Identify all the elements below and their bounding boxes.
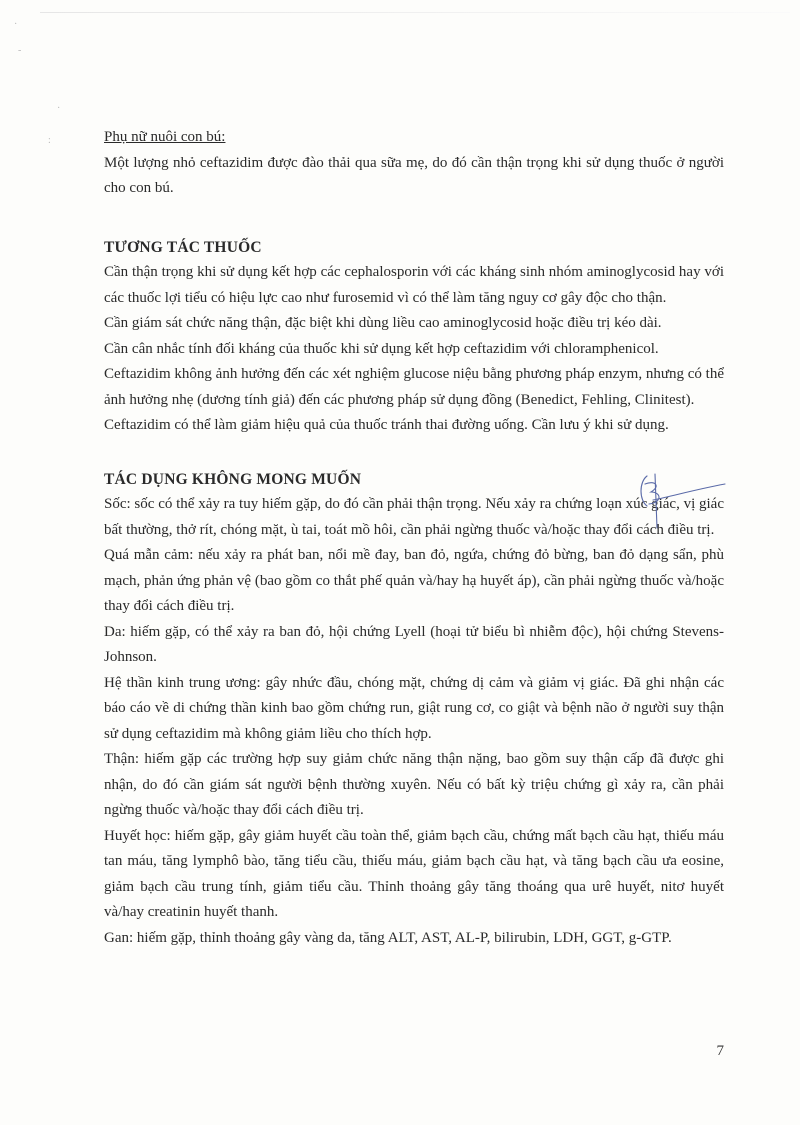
signature-mark (633, 470, 733, 530)
adverse-paragraph: Huyết học: hiếm gặp, gây giảm huyết cầu toàn thể, giảm bạch cầu, chứng mất bạch cầu hạt, thiếu máu tan máu, tăng lymphô bào, tăng tiểu cầu, thiếu máu, giảm bạch cầu hạt, và tăng bạch cầu ưa eosine, giảm bạch cầu trung tính, giảm tiểu cầu. Thỉnh thoảng gây tăng thoáng qua urê huyết, nitơ huyết và/hay creatinin huyết thanh. (104, 827, 724, 920)
breastfeeding-text: Một lượng nhỏ ceftazidim được đào thải qua sữa mẹ, do đó cần thận trọng khi sử dụng thuốc ở người cho con bú. (104, 154, 724, 196)
scan-speck: · (14, 19, 18, 30)
scan-edge-line (40, 12, 790, 13)
document-body (104, 125, 724, 951)
scan-speck: · (57, 103, 61, 114)
interactions-paragraph: Ceftazidim có thể làm giảm hiệu quả của thuốc tránh thai đường uống. Cần lưu ý khi sử dụng. (104, 417, 669, 433)
adverse-paragraph: Sốc: sốc có thể xảy ra tuy hiếm gặp, do đó cần phải thận trọng. Nếu xảy ra chứng loạn xúc giác, vị giác bất thường, thở rít, chóng mặt, ù tai, toát mồ hôi, cần phải ngừng thuốc và/hoặc thay đổi cách điều trị. (104, 496, 724, 538)
adverse-paragraph: Thận: hiếm gặp các trường hợp suy giảm chức năng thận nặng, bao gồm suy thận cấp đã được ghi nhận, do đó cần giám sát người bệnh thường xuyên. Nếu có bất kỳ triệu chứng gì xảy ra, cần phải ngừng thuốc và/hoặc thay đổi cách điều trị. (104, 751, 724, 818)
interactions-heading: TƯƠNG TÁC THUỐC (104, 238, 262, 256)
page-number: 7 (716, 1043, 724, 1059)
adverse-paragraph: Gan: hiếm gặp, thỉnh thoảng gây vàng da, tăng ALT, AST, AL-P, bilirubin, LDH, GGT, g-GTP. (104, 929, 672, 946)
interactions-paragraph: Cần giám sát chức năng thận, đặc biệt khi dùng liều cao aminoglycosid hoặc điều trị kéo dài. (104, 315, 662, 331)
breastfeeding-heading: Phụ nữ nuôi con bú: (104, 129, 226, 145)
interactions-paragraph: Ceftazidim không ảnh hưởng đến các xét nghiệm glucose niệu bằng phương pháp enzym, nhưng có thể ảnh hưởng nhẹ (dương tính giả) đến các phương pháp sử dụng đồng (Benedict, Fehling, Clinitest). (104, 366, 724, 408)
scan-speck: - (18, 45, 22, 56)
interactions-paragraph: Cần cân nhắc tính đối kháng của thuốc khi sử dụng kết hợp ceftazidim với chloramphenicol. (104, 340, 659, 357)
adverse-paragraph: Da: hiếm gặp, có thể xảy ra ban đỏ, hội chứng Lyell (hoại tử biểu bì nhiễm độc), hội chứng Stevens-Johnson. (104, 623, 724, 665)
adverse-paragraph: Hệ thần kinh trung ương: gây nhức đầu, chóng mặt, chứng dị cảm và giảm vị giác. Đã ghi nhận các báo cáo về di chứng thần kinh bao gồm chứng run, giật rung cơ, co giật và bệnh não ở người suy thận sử dụng ceftazidim mà không giảm liều cho thích hợp. (104, 674, 724, 742)
adverse-effects-heading: TÁC DỤNG KHÔNG MONG MUỐN (104, 470, 362, 488)
adverse-paragraph: Quá mẫn cảm: nếu xảy ra phát ban, nổi mề đay, ban đỏ, ngứa, chứng đỏ bừng, ban đỏ dạng sẩn, phù mạch, phản ứng phản vệ (bao gồm co thắt phế quản và/hay hạ huyết áp), cần phải ngừng thuốc và/hoặc thay đổi cách điều trị. (104, 547, 724, 614)
scan-speck: : (48, 135, 51, 146)
interactions-paragraph: Cần thận trọng khi sử dụng kết hợp các cephalosporin với các kháng sinh nhóm aminoglycosid hay với các thuốc lợi tiểu có hiệu lực cao như furosemid vì có thể làm tăng nguy cơ gây độc cho thận. (104, 264, 724, 306)
